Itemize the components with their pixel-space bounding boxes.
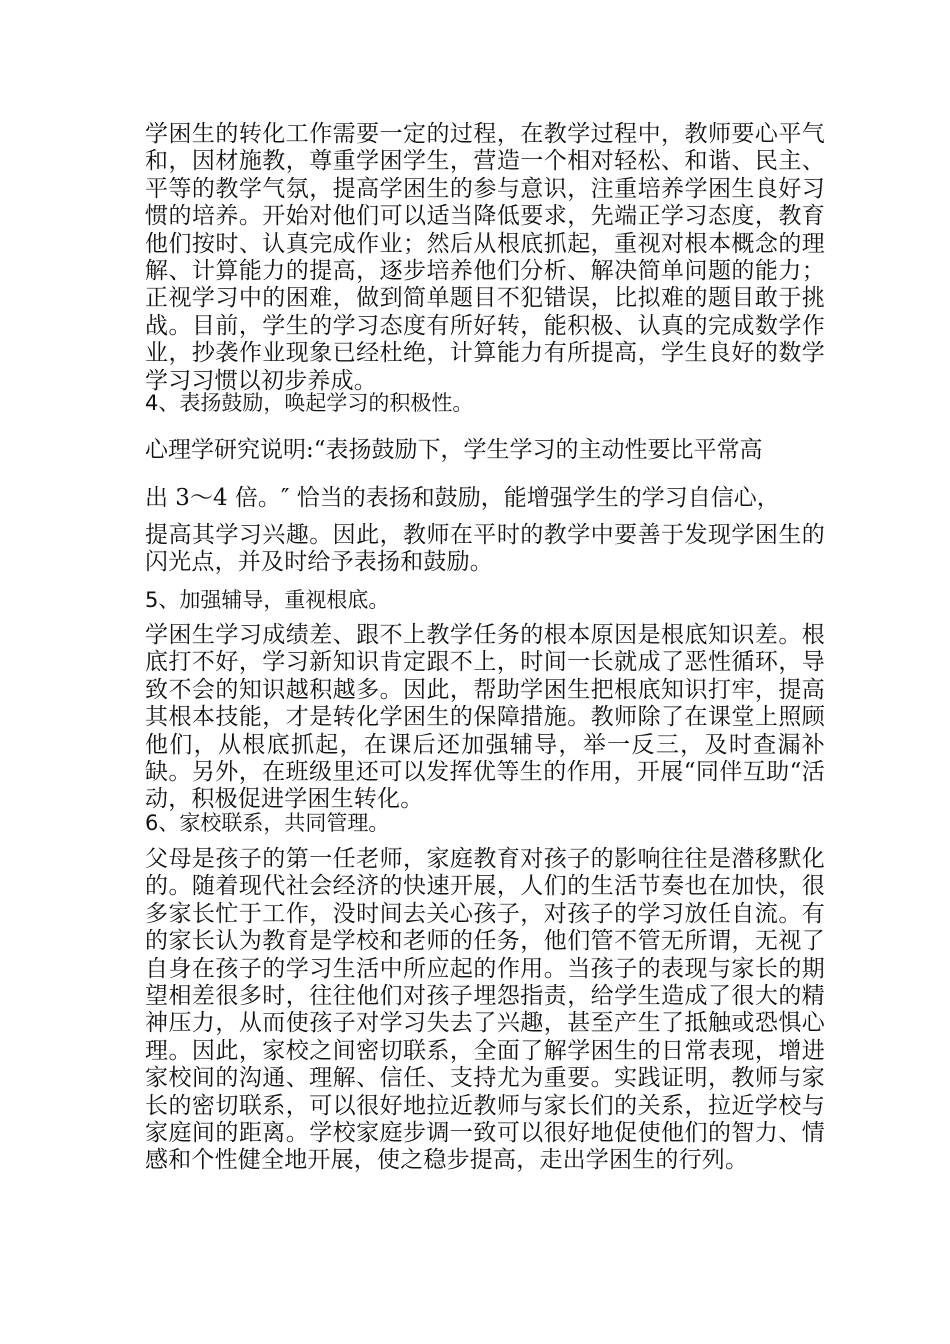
paragraph-student-transformation: 学困生的转化工作需要一定的过程，在教学过程中，教师要心平气和，因材施教，尊重学困学生，营造一个相对轻松、和谐、民主、平等的教学气氛，提高学困生的参与意识，注重培养学困生良好习惯的培养。开始对他们可以适当降低要求，先端正学习态度，教育他们按时、认真完成作业；然后从根底抓起，重视对根本概念的理解、计算能力的提高，逐步培养他们分析、解决简单问题的能力；正视学习中的困难，做到简单题目不犯错误，比拟难的题目敢于挑战。目前，学生的学习态度有所好转，能积极、认真的完成数学作业，抄袭作业现象已经杜绝，计算能力有所提高，学生良好的数学学习习惯以初步养成。	[145, 121, 825, 394]
paragraph-home-school: 父母是孩子的第一任老师，家庭教育对孩子的影响往往是潜移默化的。随着现代社会经济的快速开展，人们的生活节奏也在加快，很多家长忙于工作，没时间去关心孩子，对孩子的学习放任自流。有的家长认为教育是学校和老师的任务，他们管不管无所谓，无视了自身在孩子的学习生活中所应起的作用。当孩子的表现与家长的期望相差很多时，往往他们对孩子埋怨指责，给学生造成了很大的精神压力，从而使孩子对学习失去了兴趣，甚至产生了抵触或恐惧心理。因此，家校之间密切联系，全面了解学困生的日常表现，增进家校间的沟通、理解、信任、支持尤为重要。实践证明，教师与家长的密切联系，可以很好地拉近教师与家长们的关系，拉近学校与家庭间的距离。学校家庭步调一致可以很好地促使他们的智力、情感和个性健全地开展，使之稳步提高，走出学困生的行列。	[145, 846, 825, 1174]
heading-section-4: 4、表扬鼓励，唤起学习的积极性。	[145, 391, 474, 415]
paragraph-praise-encouragement: 提高其学习兴趣。因此，教师在平时的教学中要善于发现学困生的闪光点，并及时给予表扬和鼓励。	[145, 522, 825, 576]
paragraph-strengthen-tutoring: 学困生学习成绩差、跟不上教学任务的根本原因是根底知识差。根底打不好，学习新知识肯定跟不上，时间一长就成了恶性循环，导致不会的知识越积越多。因此，帮助学困生把根底知识打牢，提高其根本技能，才是转化学困生的保障措施。教师除了在课堂上照顾他们，从根底抓起，在课后还加强辅导，举一反三，及时查漏补缺。另外，在班级里还可以发挥优等生的作用，开展“同伴互助“活动，积极促进学困生转化。	[145, 622, 825, 813]
quote-line-2: 出 3～4 倍。″ 恰当的表扬和鼓励，能增强学生的学习自信心，	[145, 485, 780, 511]
quote-line-1: 心理学研究说明:“表扬鼓励下，学生学习的主动性要比平常高	[145, 437, 763, 463]
heading-section-5: 5、加强辅导，重视根底。	[145, 588, 390, 612]
heading-section-6: 6、家校联系，共同管理。	[145, 811, 390, 835]
